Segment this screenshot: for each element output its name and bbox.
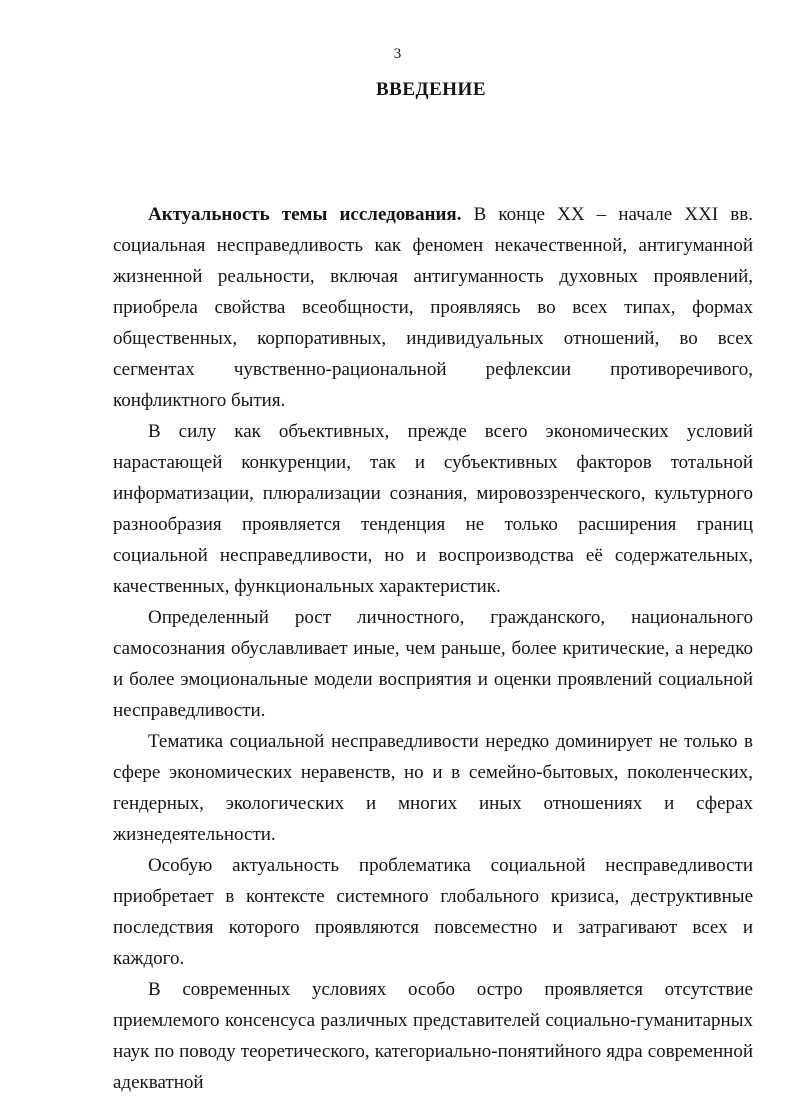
paragraph-lead: Актуальность темы исследования. <box>148 204 462 225</box>
paragraph: Определенный рост личностного, гражданского, национального самосознания обуславливает иные, чем раньше, более критические, а нередко и более эмоциональные модели восприятия и оценки проявлений социальной несправедливости. <box>113 607 753 721</box>
page-title: ВВЕДЕНИЕ <box>376 79 486 100</box>
page-number: 3 <box>393 46 402 62</box>
paragraph: Тематика социальной несправедливости нередко доминирует не только в сфере экономических неравенств, но и в семейно-бытовых, поколенческих, гендерных, экологических и многих иных отношениях и сферах жизнедеятельности. <box>113 731 753 845</box>
paragraph: В силу как объективных, прежде всего экономических условий нарастающей конкуренции, так и субъективных факторов тотальной информатизации, плюрализации сознания, мировоззренческого, культурного разнообразия проявляется тенденция не только расширения границ социальной несправедливости, но и воспроизводства её содержательных, качественных, функциональных характеристик. <box>113 421 753 597</box>
document-body <box>113 199 753 1098</box>
paragraph: В современных условиях особо остро проявляется отсутствие приемлемого консенсуса различных представителей социально-гуманитарных наук по поводу теоретического, категориально-понятийного ядра современной адекватной <box>113 979 753 1093</box>
paragraph: Особую актуальность проблематика социальной несправедливости приобретает в контексте системного глобального кризиса, деструктивные последствия которого проявляются повсеместно и затрагивают всех и каждого. <box>113 855 753 969</box>
paragraph-relevance <box>113 199 753 416</box>
paragraph-text: В конце XX – начале XXI вв. социальная несправедливость как феномен некачественной, антигуманной жизненной реальности, включая антигуманность духовных проявлений, приобрела свойства всеобщности, проявляясь во всех типах, формах общественных, корпоративных, индивидуальных отношений, во всех сегментах чувственно-рациональной рефлексии противоречивого, конфликтного бытия. <box>113 204 753 411</box>
